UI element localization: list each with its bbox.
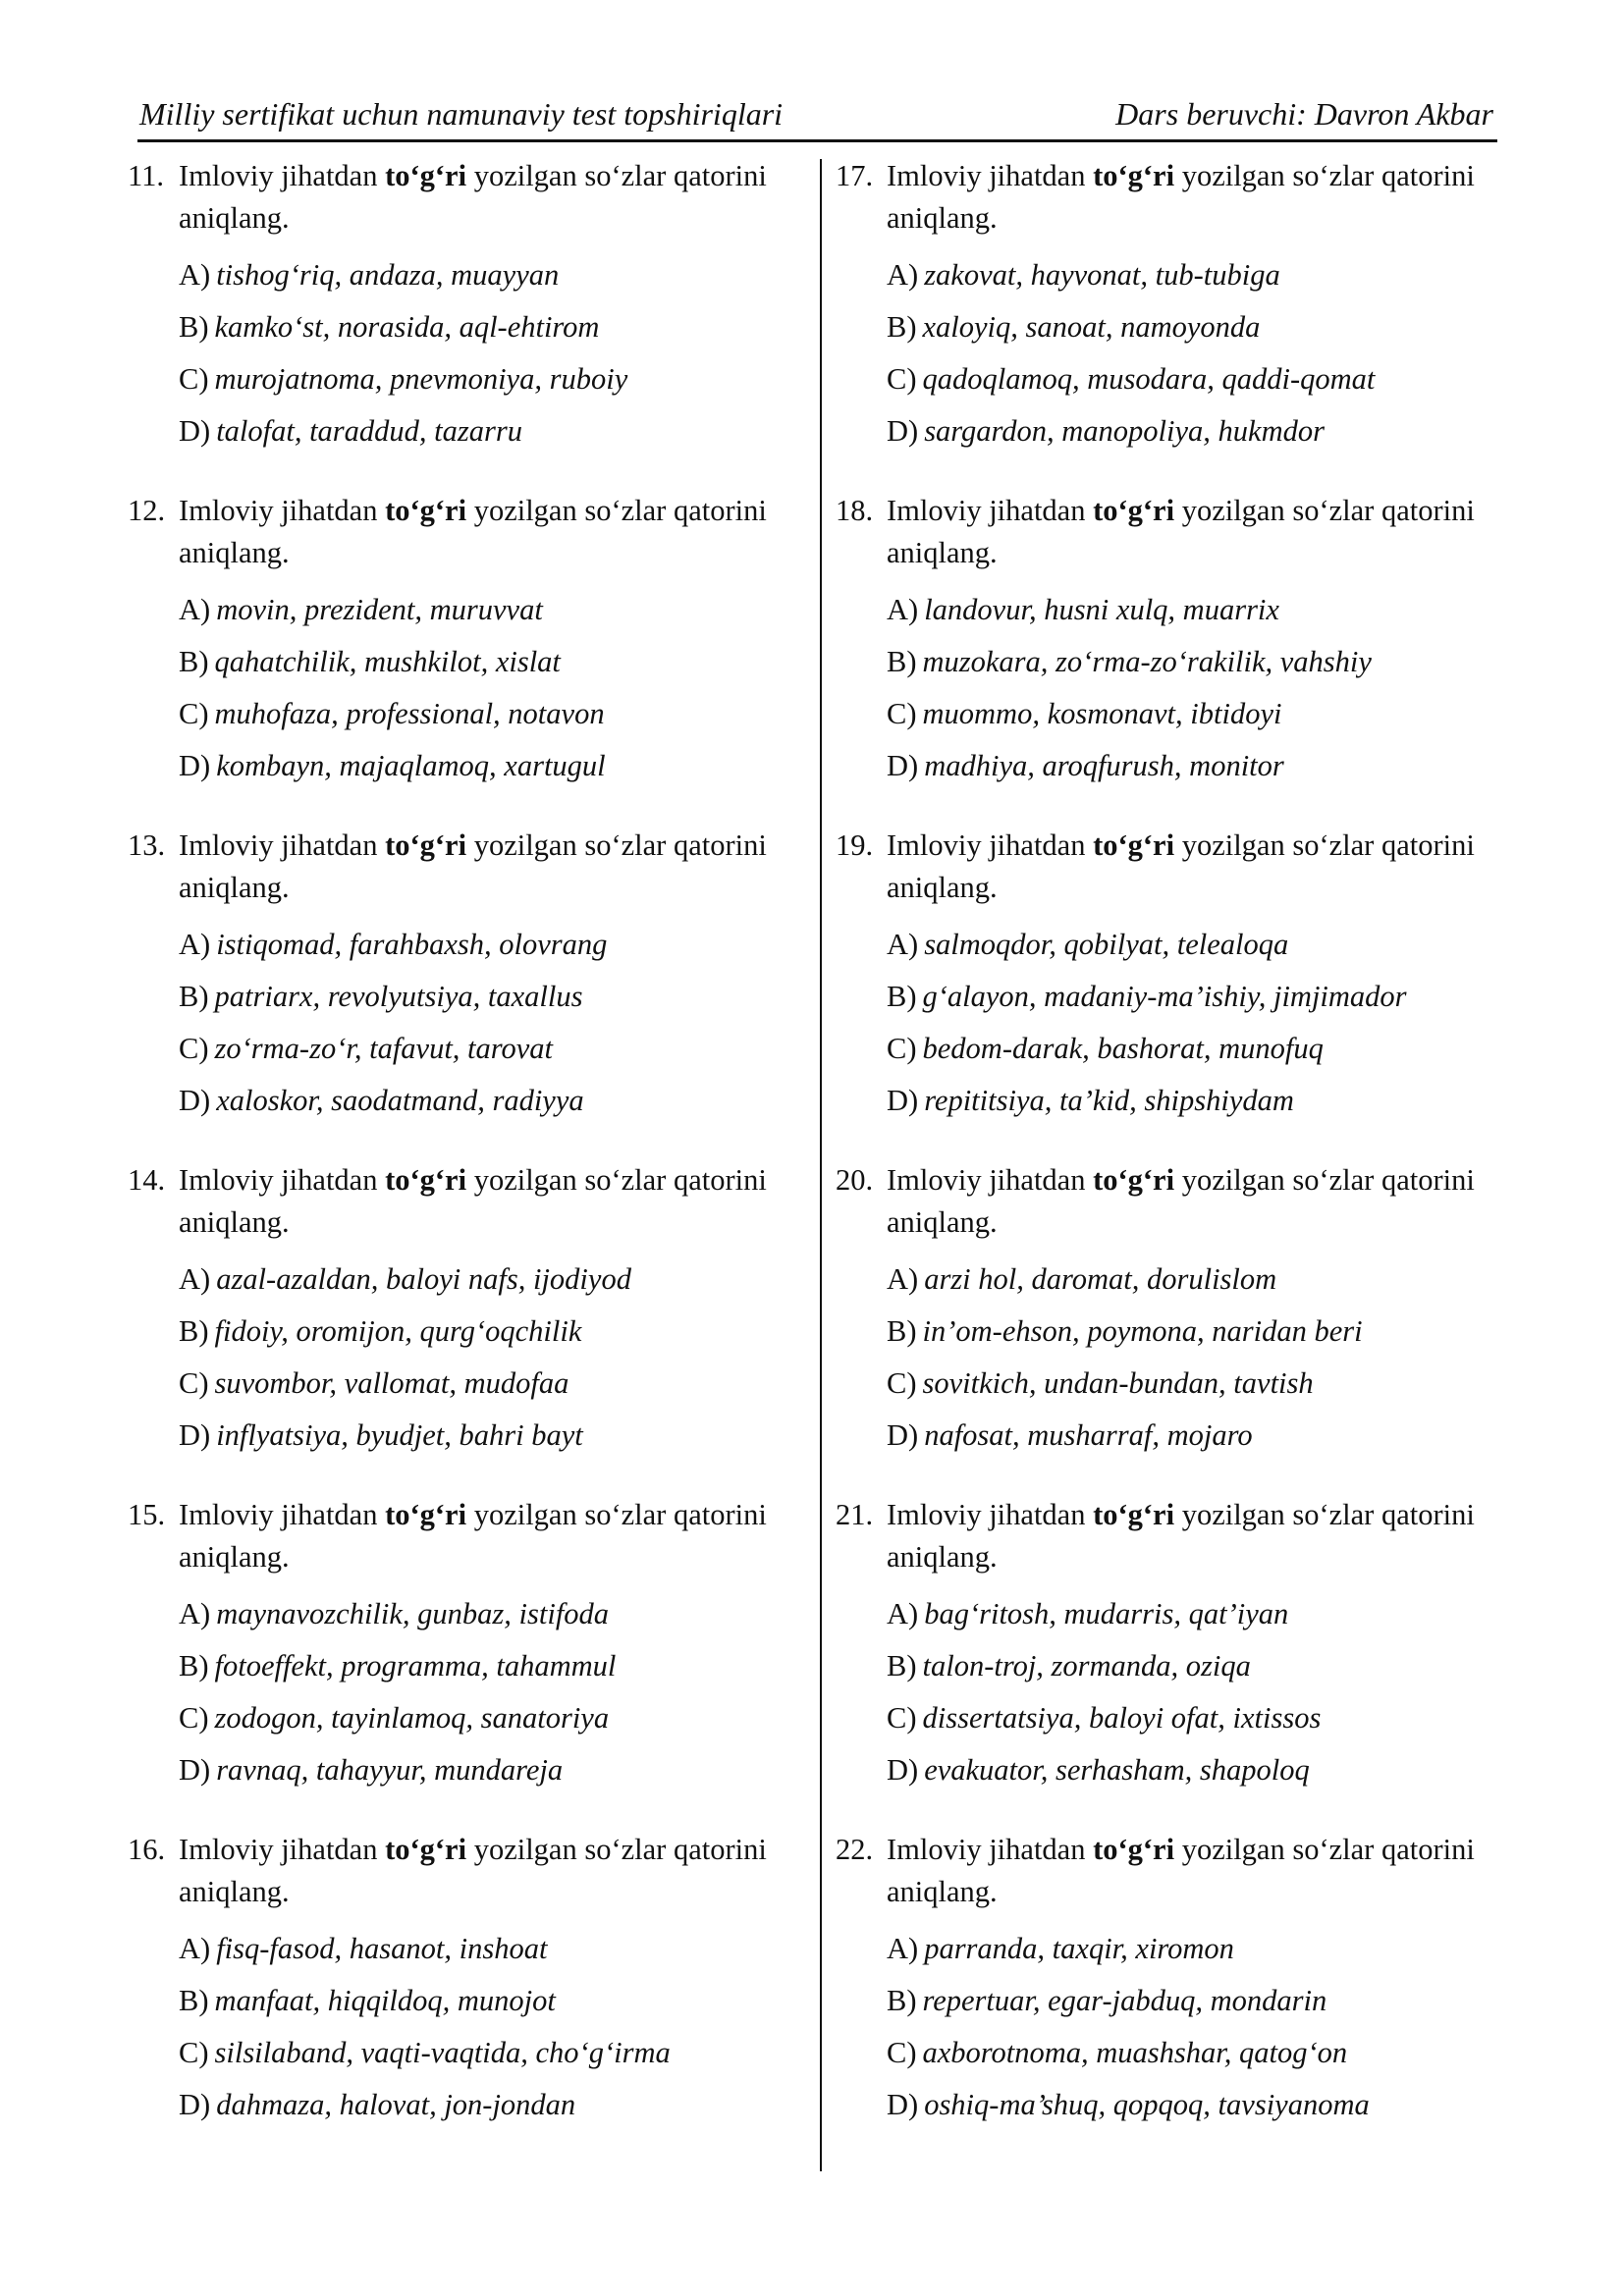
options-list — [128, 1588, 815, 1796]
question-stem — [836, 1159, 1523, 1244]
question-number: 17. — [836, 159, 874, 192]
answer-option[interactable] — [887, 584, 1523, 636]
question-text-pre: Imloviy jihatdan — [179, 1498, 386, 1531]
answer-option[interactable] — [179, 353, 815, 405]
option-label: A) — [887, 1262, 919, 1296]
option-label: B) — [887, 645, 917, 678]
question-number: 12. — [128, 494, 166, 527]
answer-option[interactable] — [887, 1254, 1523, 1306]
question-text — [887, 1163, 1475, 1239]
answer-option[interactable] — [179, 249, 815, 301]
answer-option[interactable] — [179, 2027, 815, 2079]
answer-option[interactable] — [179, 1306, 815, 1358]
question-number: 13. — [128, 828, 166, 862]
option-text: parranda, taxqir, xiromon — [924, 1932, 1234, 1965]
option-text: salmoqdor, qobilyat, telealoqa — [924, 928, 1289, 961]
option-label: A) — [179, 258, 211, 292]
option-text: sovitkich, undan-bundan, tavtish — [922, 1366, 1314, 1400]
question-text — [887, 1833, 1475, 1908]
question-emphasis: to‘g‘ri — [385, 494, 467, 527]
question-emphasis: to‘g‘ri — [385, 828, 467, 862]
option-label: D) — [179, 1418, 211, 1452]
option-label: B) — [179, 1314, 209, 1348]
option-label: D) — [179, 414, 211, 448]
option-text: talon-troj, zormanda, oziqa — [922, 1649, 1251, 1682]
option-text: kombayn, majaqlamoq, xartugul — [216, 749, 606, 782]
question-stem — [128, 1829, 815, 1913]
answer-option[interactable] — [887, 353, 1523, 405]
question-text-pre: Imloviy jihatdan — [179, 1163, 386, 1197]
options-list — [836, 1588, 1523, 1796]
option-label: C) — [179, 362, 209, 396]
option-text: fisq-fasod, hasanot, inshoat — [216, 1932, 548, 1965]
question-item — [836, 1494, 1523, 1829]
option-label: C) — [887, 1032, 917, 1065]
answer-option[interactable] — [887, 1588, 1523, 1640]
option-text: repertuar, egar-jabduq, mondarin — [922, 1984, 1327, 2017]
answer-option[interactable] — [887, 1023, 1523, 1075]
option-text: patriarx, revolyutsiya, taxallus — [214, 980, 583, 1013]
answer-option[interactable] — [179, 1588, 815, 1640]
option-text: nafosat, musharraf, mojaro — [924, 1418, 1253, 1452]
question-emphasis: to‘g‘ri — [1093, 1833, 1175, 1866]
question-text-post: yozilgan so‘zlar qatorini aniqlang. — [887, 159, 1475, 235]
answer-option[interactable] — [887, 249, 1523, 301]
options-list — [128, 584, 815, 792]
option-label: A) — [887, 928, 919, 961]
question-stem — [836, 155, 1523, 240]
answer-option[interactable] — [887, 1410, 1523, 1462]
question-stem — [836, 825, 1523, 909]
answer-option[interactable] — [179, 971, 815, 1023]
answer-option[interactable] — [179, 405, 815, 457]
option-label: D) — [887, 414, 919, 448]
question-text-pre: Imloviy jihatdan — [179, 494, 386, 527]
question-text-pre: Imloviy jihatdan — [179, 1833, 386, 1866]
option-text: dissertatsiya, baloyi ofat, ixtissos — [922, 1701, 1322, 1735]
answer-option[interactable] — [179, 1410, 815, 1462]
option-text: dahmaza, halovat, jon-jondan — [216, 2088, 576, 2121]
answer-option[interactable] — [887, 1075, 1523, 1127]
header-author: Dars beruvchi: Davron Akbar — [1115, 96, 1493, 132]
question-item — [128, 825, 815, 1159]
option-text: suvombor, vallomat, mudofaa — [214, 1366, 569, 1400]
question-emphasis: to‘g‘ri — [385, 1833, 467, 1866]
question-stem — [836, 1494, 1523, 1578]
question-number: 14. — [128, 1163, 166, 1197]
option-label: C) — [179, 697, 209, 730]
options-list — [128, 1923, 815, 2131]
question-item — [128, 1159, 815, 1494]
question-item — [128, 490, 815, 825]
option-label: D) — [179, 1753, 211, 1787]
option-label: A) — [179, 1262, 211, 1296]
option-text: in’om-ehson, poymona, naridan beri — [922, 1314, 1363, 1348]
options-list — [836, 1254, 1523, 1462]
question-text-post: yozilgan so‘zlar qatorini aniqlang. — [179, 1498, 767, 1574]
question-item — [836, 1159, 1523, 1494]
question-number: 20. — [836, 1163, 874, 1197]
option-label: D) — [179, 2088, 211, 2121]
option-text: repititsiya, ta’kid, shipshiydam — [924, 1084, 1294, 1117]
answer-option[interactable] — [179, 1640, 815, 1692]
question-emphasis: to‘g‘ri — [1093, 1163, 1175, 1197]
question-stem — [128, 1159, 815, 1244]
answer-option[interactable] — [887, 1975, 1523, 2027]
option-text: inflyatsiya, byudjet, bahri bayt — [216, 1418, 583, 1452]
question-text-pre: Imloviy jihatdan — [887, 494, 1094, 527]
question-text-post: yozilgan so‘zlar qatorini aniqlang. — [179, 828, 767, 904]
answer-option[interactable] — [887, 919, 1523, 971]
answer-option[interactable] — [887, 1358, 1523, 1410]
option-text: maynavozchilik, gunbaz, istifoda — [216, 1597, 610, 1630]
option-text: movin, prezident, muruvvat — [216, 593, 543, 626]
option-label: B) — [887, 1649, 917, 1682]
question-emphasis: to‘g‘ri — [1093, 1498, 1175, 1531]
option-text: murojatnoma, pnevmoniya, ruboiy — [214, 362, 628, 396]
question-stem — [128, 155, 815, 240]
question-item — [836, 155, 1523, 490]
answer-option[interactable] — [887, 405, 1523, 457]
option-text: azal-azaldan, baloyi nafs, ijodiyod — [216, 1262, 631, 1296]
option-text: fidoiy, oromijon, qurg‘oqchilik — [214, 1314, 582, 1348]
question-text-pre: Imloviy jihatdan — [887, 828, 1094, 862]
question-text-pre: Imloviy jihatdan — [887, 159, 1094, 192]
question-text-pre: Imloviy jihatdan — [887, 1833, 1094, 1866]
option-text: muommo, kosmonavt, ibtidoyi — [922, 697, 1282, 730]
option-label: D) — [179, 1084, 211, 1117]
question-number: 15. — [128, 1498, 166, 1531]
question-text-pre: Imloviy jihatdan — [887, 1163, 1094, 1197]
option-text: talofat, taraddud, tazarru — [216, 414, 523, 448]
question-text-pre: Imloviy jihatdan — [179, 828, 386, 862]
option-label: B) — [179, 980, 209, 1013]
question-text-post: yozilgan so‘zlar qatorini aniqlang. — [887, 494, 1475, 569]
answer-option[interactable] — [179, 1692, 815, 1744]
answer-option[interactable] — [887, 688, 1523, 740]
option-text: zo‘rma-zo‘r, tafavut, tarovat — [214, 1032, 554, 1065]
option-text: manfaat, hiqqildoq, munojot — [214, 1984, 556, 2017]
question-text-post: yozilgan so‘zlar qatorini aniqlang. — [887, 828, 1475, 904]
question-stem — [836, 1829, 1523, 1913]
option-label: B) — [179, 645, 209, 678]
page-header — [137, 94, 1497, 142]
option-text: muhofaza, professional, notavon — [214, 697, 605, 730]
answer-option[interactable] — [179, 1023, 815, 1075]
answer-option[interactable] — [887, 1306, 1523, 1358]
option-label: A) — [179, 928, 211, 961]
answer-option[interactable] — [179, 1358, 815, 1410]
question-text-post: yozilgan so‘zlar qatorini aniqlang. — [179, 159, 767, 235]
option-label: B) — [179, 1984, 209, 2017]
option-label: B) — [179, 310, 209, 344]
answer-option[interactable] — [887, 2079, 1523, 2131]
question-emphasis: to‘g‘ri — [1093, 494, 1175, 527]
question-stem — [836, 490, 1523, 574]
question-text-post: yozilgan so‘zlar qatorini aniqlang. — [179, 1833, 767, 1908]
right-column — [836, 155, 1523, 2163]
answer-option[interactable] — [179, 1975, 815, 2027]
question-emphasis: to‘g‘ri — [385, 159, 467, 192]
question-text — [887, 1498, 1475, 1574]
option-text: ravnaq, tahayyur, mundareja — [216, 1753, 564, 1787]
option-label: C) — [887, 1701, 917, 1735]
answer-option[interactable] — [887, 1692, 1523, 1744]
answer-option[interactable] — [887, 1744, 1523, 1796]
question-text — [179, 1833, 767, 1908]
option-text: istiqomad, farahbaxsh, olovrang — [216, 928, 608, 961]
question-text-post: yozilgan so‘zlar qatorini aniqlang. — [179, 494, 767, 569]
option-text: xaloyiq, sanoat, namoyonda — [922, 310, 1261, 344]
option-label: D) — [887, 1418, 919, 1452]
option-label: B) — [887, 1314, 917, 1348]
question-stem — [128, 1494, 815, 1578]
answer-option[interactable] — [887, 301, 1523, 353]
option-label: D) — [887, 2088, 919, 2121]
answer-option[interactable] — [887, 2027, 1523, 2079]
question-text-post: yozilgan so‘zlar qatorini aniqlang. — [887, 1498, 1475, 1574]
answer-option[interactable] — [179, 1923, 815, 1975]
option-label: D) — [179, 749, 211, 782]
question-text — [887, 494, 1475, 569]
options-list — [128, 919, 815, 1127]
option-label: A) — [179, 593, 211, 626]
column-divider — [820, 159, 822, 2171]
option-label: C) — [179, 1701, 209, 1735]
option-text: zakovat, hayvonat, tub-tubiga — [924, 258, 1280, 292]
answer-option[interactable] — [887, 971, 1523, 1023]
answer-option[interactable] — [887, 1640, 1523, 1692]
option-label: A) — [887, 593, 919, 626]
question-text — [887, 828, 1475, 904]
options-list — [836, 584, 1523, 792]
option-label: B) — [887, 1984, 917, 2017]
question-emphasis: to‘g‘ri — [1093, 828, 1175, 862]
question-number: 16. — [128, 1833, 166, 1866]
option-text: arzi hol, daromat, dorulislom — [924, 1262, 1277, 1296]
answer-option[interactable] — [887, 1923, 1523, 1975]
question-number: 11. — [128, 159, 164, 192]
question-stem — [128, 825, 815, 909]
option-label: B) — [887, 310, 917, 344]
option-label: C) — [887, 2036, 917, 2069]
option-text: qahatchilik, mushkilot, xislat — [214, 645, 561, 678]
option-text: muzokara, zo‘rma-zo‘rakilik, vahshiy — [922, 645, 1372, 678]
question-text — [179, 1163, 767, 1239]
option-text: axborotnoma, muashshar, qatog‘on — [922, 2036, 1348, 2069]
option-label: C) — [179, 1366, 209, 1400]
question-text — [179, 494, 767, 569]
option-label: B) — [179, 1649, 209, 1682]
answer-option[interactable] — [179, 688, 815, 740]
question-text — [179, 1498, 767, 1574]
option-label: A) — [887, 1932, 919, 1965]
option-label: D) — [887, 1753, 919, 1787]
question-number: 19. — [836, 828, 874, 862]
answer-option[interactable] — [179, 1075, 815, 1127]
option-label: A) — [179, 1597, 211, 1630]
option-text: tishog‘riq, andaza, muayyan — [216, 258, 560, 292]
option-text: sargardon, manopoliya, hukmdor — [924, 414, 1325, 448]
option-label: A) — [887, 258, 919, 292]
option-label: C) — [887, 1366, 917, 1400]
question-text-post: yozilgan so‘zlar qatorini aniqlang. — [179, 1163, 767, 1239]
question-item — [836, 825, 1523, 1159]
option-label: A) — [179, 1932, 211, 1965]
question-item — [128, 1494, 815, 1829]
option-text: bag‘ritosh, mudarris, qat’iyan — [924, 1597, 1289, 1630]
option-text: landovur, husni xulq, muarrix — [924, 593, 1279, 626]
option-text: evakuator, serhasham, shapoloq — [924, 1753, 1310, 1787]
option-text: qadoqlamoq, musodara, qaddi-qomat — [922, 362, 1376, 396]
answer-option[interactable] — [179, 301, 815, 353]
question-number: 21. — [836, 1498, 874, 1531]
question-emphasis: to‘g‘ri — [385, 1163, 467, 1197]
question-emphasis: to‘g‘ri — [1093, 159, 1175, 192]
question-item — [836, 490, 1523, 825]
options-list — [836, 1923, 1523, 2131]
option-text: xaloskor, saodatmand, radiyya — [216, 1084, 584, 1117]
option-text: fotoeffekt, programma, tahammul — [214, 1649, 617, 1682]
answer-option[interactable] — [179, 919, 815, 971]
option-text: oshiq-ma’shuq, qopqoq, tavsiyanoma — [924, 2088, 1370, 2121]
question-item — [128, 1829, 815, 2163]
question-text-post: yozilgan so‘zlar qatorini aniqlang. — [887, 1833, 1475, 1908]
question-item — [836, 1829, 1523, 2163]
answer-option[interactable] — [179, 636, 815, 688]
options-list — [128, 249, 815, 457]
question-stem — [128, 490, 815, 574]
question-text-pre: Imloviy jihatdan — [179, 159, 386, 192]
answer-option[interactable] — [179, 740, 815, 792]
question-text — [179, 828, 767, 904]
option-text: silsilaband, vaqti-vaqtida, cho‘g‘irma — [214, 2036, 671, 2069]
question-text-post: yozilgan so‘zlar qatorini aniqlang. — [887, 1163, 1475, 1239]
answer-option[interactable] — [887, 636, 1523, 688]
question-number: 18. — [836, 494, 874, 527]
question-item — [128, 155, 815, 490]
option-label: D) — [887, 1084, 919, 1117]
option-text: zodogon, tayinlamoq, sanatoriya — [214, 1701, 610, 1735]
options-list — [836, 249, 1523, 457]
answer-option[interactable] — [179, 2079, 815, 2131]
option-label: A) — [887, 1597, 919, 1630]
option-text: madhiya, aroqfurush, monitor — [924, 749, 1284, 782]
answer-option[interactable] — [179, 584, 815, 636]
option-label: C) — [887, 697, 917, 730]
option-label: D) — [887, 749, 919, 782]
answer-option[interactable] — [887, 740, 1523, 792]
question-text — [887, 159, 1475, 235]
options-list — [128, 1254, 815, 1462]
left-column — [128, 155, 815, 2163]
option-label: C) — [887, 362, 917, 396]
question-text — [179, 159, 767, 235]
option-text: bedom-darak, bashorat, munofuq — [922, 1032, 1324, 1065]
option-label: C) — [179, 2036, 209, 2069]
question-number: 22. — [836, 1833, 874, 1866]
answer-option[interactable] — [179, 1254, 815, 1306]
option-label: C) — [179, 1032, 209, 1065]
header-title: Milliy sertifikat uchun namunaviy test topshiriqlari — [139, 96, 784, 132]
question-emphasis: to‘g‘ri — [385, 1498, 467, 1531]
options-list — [836, 919, 1523, 1127]
option-text: kamko‘st, norasida, aql-ehtirom — [214, 310, 600, 344]
option-label: B) — [887, 980, 917, 1013]
question-text-pre: Imloviy jihatdan — [887, 1498, 1094, 1531]
answer-option[interactable] — [179, 1744, 815, 1796]
option-text: g‘alayon, madaniy-ma’ishiy, jimjimador — [922, 980, 1407, 1013]
